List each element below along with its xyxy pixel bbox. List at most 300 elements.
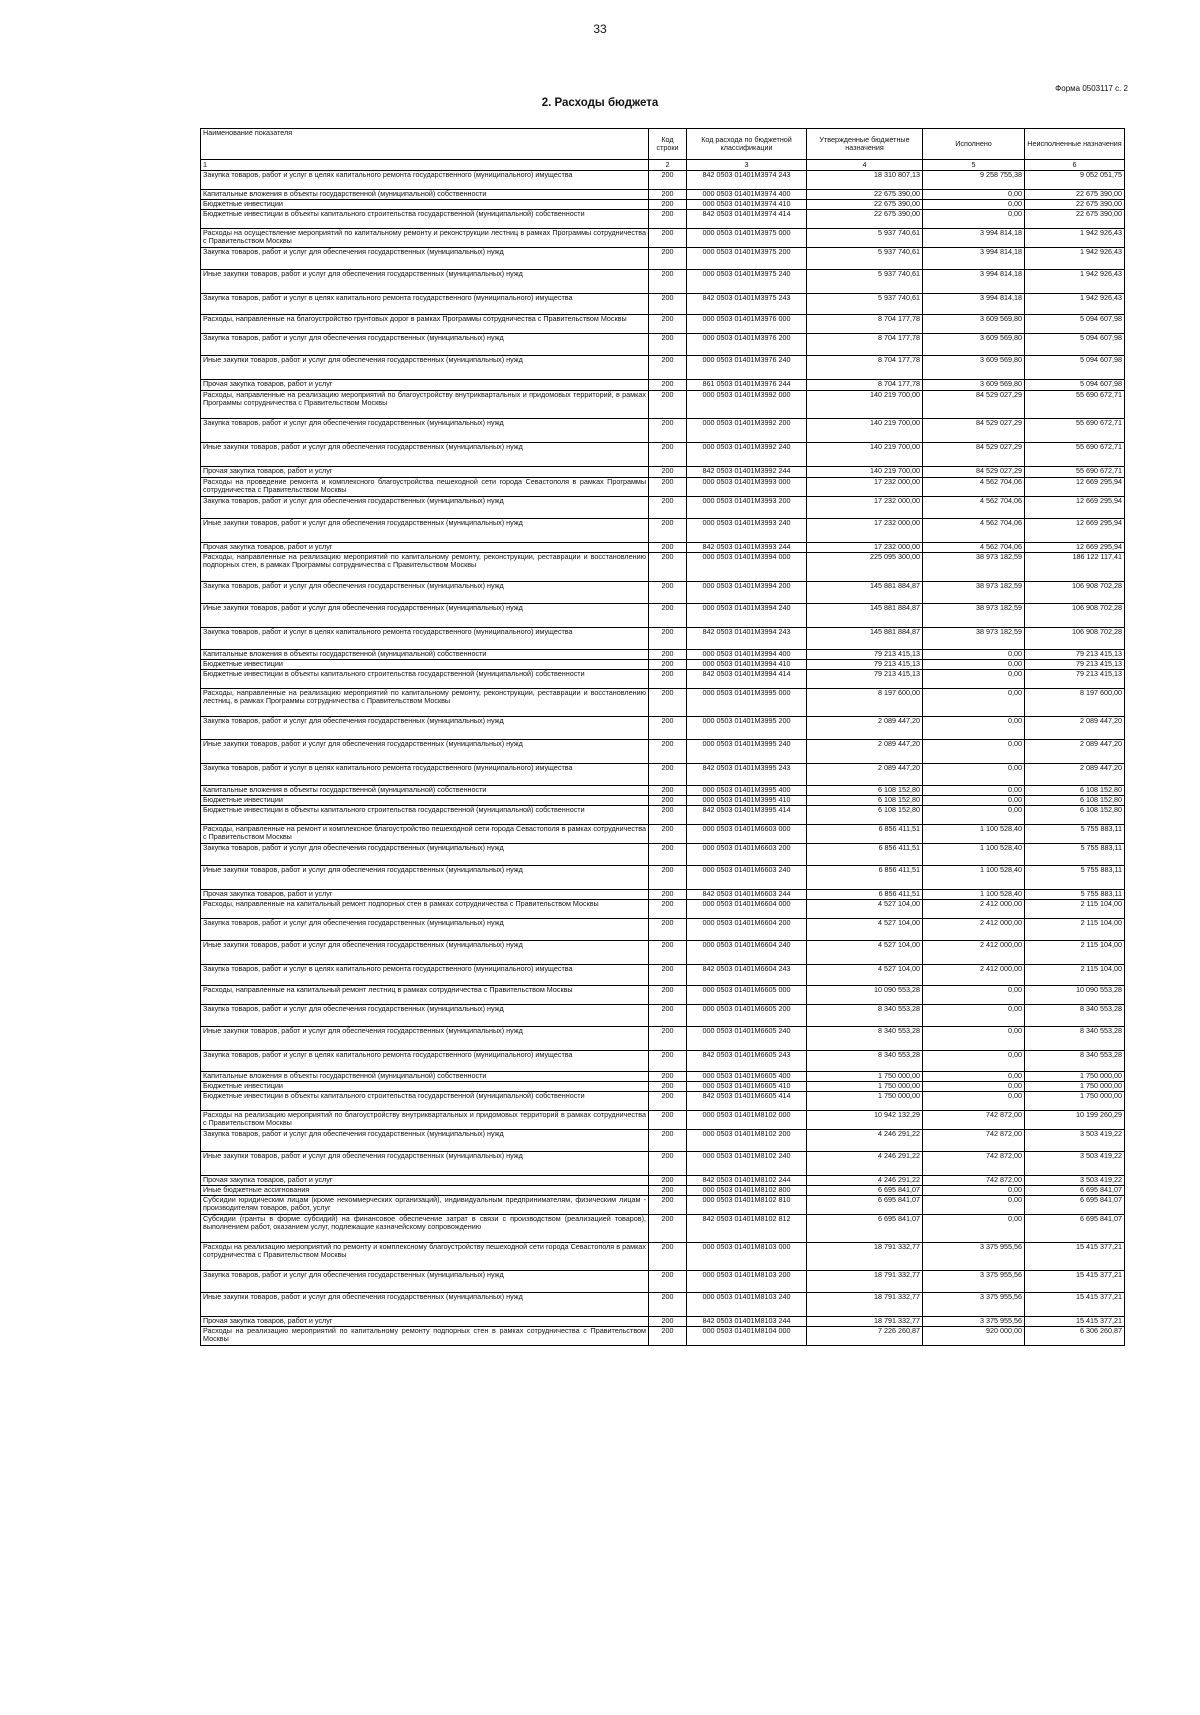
row-approved: 4 527 104,00 <box>807 900 923 919</box>
row-budget-code: 000 0503 01401M8103 000 <box>687 1243 807 1271</box>
row-name: Капитальные вложения в объекты государственной (муниципальной) собственности <box>201 190 649 200</box>
row-name: Расходы, направленные на благоустройство грунтовых дорог в рамках Программы сотрудничества с Правительством Москвы <box>201 315 649 334</box>
row-budget-code: 842 0503 01401M3994 414 <box>687 670 807 689</box>
row-budget-code: 000 0503 01401M3992 000 <box>687 391 807 419</box>
row-executed: 742 872,00 <box>923 1176 1025 1186</box>
row-approved: 8 340 553,28 <box>807 1005 923 1027</box>
row-name: Бюджетные инвестиции <box>201 200 649 210</box>
row-approved: 17 232 000,00 <box>807 519 923 543</box>
table-row <box>201 419 1125 443</box>
row-executed: 0,00 <box>923 1196 1025 1215</box>
header-executed: Исполнено <box>923 129 1025 160</box>
row-executed: 0,00 <box>923 670 1025 689</box>
row-name: Прочая закупка товаров, работ и услуг <box>201 380 649 391</box>
row-line-code: 200 <box>649 1111 687 1130</box>
row-line-code: 200 <box>649 1027 687 1051</box>
row-budget-code: 000 0503 01401M3992 240 <box>687 443 807 467</box>
row-name: Прочая закупка товаров, работ и услуг <box>201 543 649 553</box>
row-executed: 0,00 <box>923 650 1025 660</box>
row-unexecuted: 79 213 415,13 <box>1025 660 1125 670</box>
page-number: 33 <box>593 22 607 36</box>
table-row <box>201 443 1125 467</box>
row-approved: 7 226 260,87 <box>807 1327 923 1346</box>
table-row <box>201 1027 1125 1051</box>
row-line-code: 200 <box>649 900 687 919</box>
table-row <box>201 1215 1125 1243</box>
row-approved: 6 856 411,51 <box>807 825 923 844</box>
row-name: Бюджетные инвестиции <box>201 796 649 806</box>
row-executed: 1 100 528,40 <box>923 866 1025 890</box>
row-executed: 0,00 <box>923 1072 1025 1082</box>
row-name: Закупка товаров, работ и услуг для обеспечения государственных (муниципальных) нужд <box>201 919 649 941</box>
row-approved: 6 856 411,51 <box>807 844 923 866</box>
row-executed: 38 973 182,59 <box>923 553 1025 582</box>
table-row <box>201 356 1125 380</box>
table-row <box>201 1176 1125 1186</box>
row-budget-code: 000 0503 01401M3995 200 <box>687 717 807 740</box>
row-name: Закупка товаров, работ и услуг в целях капитального ремонта государственного (муниципального) имущества <box>201 965 649 986</box>
row-budget-code: 000 0503 01401M6604 000 <box>687 900 807 919</box>
row-name: Закупка товаров, работ и услуг в целях капитального ремонта государственного (муниципального) имущества <box>201 294 649 315</box>
row-executed: 0,00 <box>923 1092 1025 1111</box>
row-executed: 0,00 <box>923 689 1025 717</box>
row-budget-code: 000 0503 01401M3975 200 <box>687 248 807 270</box>
row-line-code: 200 <box>649 628 687 650</box>
row-name: Иные закупки товаров, работ и услуг для обеспечения государственных (муниципальных) нужд <box>201 270 649 294</box>
row-approved: 22 675 390,00 <box>807 190 923 200</box>
row-approved: 79 213 415,13 <box>807 660 923 670</box>
row-executed: 2 412 000,00 <box>923 900 1025 919</box>
row-name: Капитальные вложения в объекты государственной (муниципальной) собственности <box>201 786 649 796</box>
row-unexecuted: 79 213 415,13 <box>1025 650 1125 660</box>
row-executed: 4 562 704,06 <box>923 543 1025 553</box>
row-approved: 18 791 332,77 <box>807 1293 923 1317</box>
row-line-code: 200 <box>649 941 687 965</box>
row-budget-code: 842 0503 01401M6604 243 <box>687 965 807 986</box>
row-line-code: 200 <box>649 1293 687 1317</box>
row-budget-code: 000 0503 01401M3993 200 <box>687 497 807 519</box>
row-executed: 0,00 <box>923 190 1025 200</box>
table-row <box>201 844 1125 866</box>
row-approved: 4 527 104,00 <box>807 941 923 965</box>
row-name: Бюджетные инвестиции в объекты капитального строительства государственной (муниципальной) собственности <box>201 806 649 825</box>
row-approved: 22 675 390,00 <box>807 210 923 229</box>
row-name: Закупка товаров, работ и услуг для обеспечения государственных (муниципальных) нужд <box>201 1005 649 1027</box>
row-approved: 145 881 884,87 <box>807 582 923 604</box>
row-budget-code: 000 0503 01401M3993 240 <box>687 519 807 543</box>
row-executed: 742 872,00 <box>923 1152 1025 1176</box>
row-unexecuted: 5 755 883,11 <box>1025 844 1125 866</box>
row-executed: 4 562 704,06 <box>923 478 1025 497</box>
row-approved: 10 090 553,28 <box>807 986 923 1005</box>
row-approved: 145 881 884,87 <box>807 604 923 628</box>
row-approved: 4 246 291,22 <box>807 1176 923 1186</box>
table-row <box>201 294 1125 315</box>
table-row <box>201 334 1125 356</box>
row-approved: 4 246 291,22 <box>807 1152 923 1176</box>
row-name: Бюджетные инвестиции <box>201 660 649 670</box>
row-executed: 9 258 755,38 <box>923 171 1025 190</box>
row-executed: 3 375 955,56 <box>923 1271 1025 1293</box>
table-row <box>201 582 1125 604</box>
row-unexecuted: 55 690 672,71 <box>1025 443 1125 467</box>
row-unexecuted: 2 089 447,20 <box>1025 764 1125 786</box>
row-budget-code: 000 0503 01401M8102 200 <box>687 1130 807 1152</box>
row-budget-code: 000 0503 01401M6603 200 <box>687 844 807 866</box>
row-budget-code: 000 0503 01401M3993 000 <box>687 478 807 497</box>
row-line-code: 200 <box>649 270 687 294</box>
row-line-code: 200 <box>649 380 687 391</box>
row-approved: 6 108 152,80 <box>807 786 923 796</box>
table-row <box>201 941 1125 965</box>
row-line-code: 200 <box>649 866 687 890</box>
row-approved: 18 310 807,13 <box>807 171 923 190</box>
row-approved: 4 527 104,00 <box>807 965 923 986</box>
row-unexecuted: 1 942 926,43 <box>1025 294 1125 315</box>
table-row <box>201 900 1125 919</box>
row-budget-code: 000 0503 01401M3976 000 <box>687 315 807 334</box>
row-budget-code: 000 0503 01401M3974 400 <box>687 190 807 200</box>
row-budget-code: 000 0503 01401M6604 200 <box>687 919 807 941</box>
row-name: Капитальные вложения в объекты государственной (муниципальной) собственности <box>201 1072 649 1082</box>
row-line-code: 200 <box>649 764 687 786</box>
row-unexecuted: 2 115 104,00 <box>1025 965 1125 986</box>
row-approved: 8 704 177,78 <box>807 315 923 334</box>
row-budget-code: 000 0503 01401M3995 000 <box>687 689 807 717</box>
row-executed: 0,00 <box>923 740 1025 764</box>
row-name: Расходы, направленные на капитальный ремонт подпорных стен в рамках сотрудничества с Правительством Москвы <box>201 900 649 919</box>
row-budget-code: 000 0503 01401M3975 000 <box>687 229 807 248</box>
table-row <box>201 717 1125 740</box>
row-executed: 84 529 027,29 <box>923 467 1025 478</box>
row-approved: 6 856 411,51 <box>807 866 923 890</box>
row-unexecuted: 8 340 553,28 <box>1025 1027 1125 1051</box>
row-unexecuted: 1 942 926,43 <box>1025 270 1125 294</box>
row-unexecuted: 186 122 117,41 <box>1025 553 1125 582</box>
row-budget-code: 000 0503 01401M3995 410 <box>687 796 807 806</box>
row-approved: 1 750 000,00 <box>807 1092 923 1111</box>
table-row <box>201 248 1125 270</box>
row-executed: 3 994 814,18 <box>923 294 1025 315</box>
row-line-code: 200 <box>649 660 687 670</box>
row-unexecuted: 1 750 000,00 <box>1025 1092 1125 1111</box>
row-name: Закупка товаров, работ и услуг для обеспечения государственных (муниципальных) нужд <box>201 717 649 740</box>
row-executed: 0,00 <box>923 764 1025 786</box>
row-unexecuted: 1 942 926,43 <box>1025 229 1125 248</box>
table-row <box>201 764 1125 786</box>
row-executed: 38 973 182,59 <box>923 582 1025 604</box>
row-approved: 4 527 104,00 <box>807 919 923 941</box>
row-executed: 38 973 182,59 <box>923 604 1025 628</box>
row-name: Субсидии (гранты в форме субсидий) на финансовое обеспечение затрат в связи с производством (реализацией товаров), выполнением работ, оказанием услуг, подлежащие казначейскому сопровождению <box>201 1215 649 1243</box>
row-name: Иные закупки товаров, работ и услуг для обеспечения государственных (муниципальных) нужд <box>201 941 649 965</box>
row-executed: 3 609 569,80 <box>923 334 1025 356</box>
row-unexecuted: 22 675 390,00 <box>1025 200 1125 210</box>
row-approved: 2 089 447,20 <box>807 717 923 740</box>
row-name: Иные закупки товаров, работ и услуг для обеспечения государственных (муниципальных) нужд <box>201 1027 649 1051</box>
row-budget-code: 000 0503 01401M6603 240 <box>687 866 807 890</box>
row-name: Иные закупки товаров, работ и услуг для обеспечения государственных (муниципальных) нужд <box>201 740 649 764</box>
table-row <box>201 919 1125 941</box>
row-line-code: 200 <box>649 419 687 443</box>
column-number: 4 <box>807 160 923 171</box>
row-approved: 6 695 841,07 <box>807 1196 923 1215</box>
row-approved: 79 213 415,13 <box>807 670 923 689</box>
row-executed: 0,00 <box>923 1051 1025 1072</box>
row-executed: 0,00 <box>923 1215 1025 1243</box>
row-name: Расходы на осуществление мероприятий по капитальному ремонту и реконструкции лестниц в рамках Программы сотрудничества с Правительством Москвы <box>201 229 649 248</box>
table-row <box>201 660 1125 670</box>
row-line-code: 200 <box>649 1072 687 1082</box>
row-executed: 38 973 182,59 <box>923 628 1025 650</box>
row-budget-code: 842 0503 01401M6605 243 <box>687 1051 807 1072</box>
row-line-code: 200 <box>649 229 687 248</box>
header-name: Наименование показателя <box>201 129 649 160</box>
row-approved: 6 695 841,07 <box>807 1186 923 1196</box>
row-budget-code: 000 0503 01401M6605 200 <box>687 1005 807 1027</box>
row-name: Закупка товаров, работ и услуг в целях капитального ремонта государственного (муниципального) имущества <box>201 628 649 650</box>
column-number: 3 <box>687 160 807 171</box>
row-name: Иные закупки товаров, работ и услуг для обеспечения государственных (муниципальных) нужд <box>201 1293 649 1317</box>
table-row <box>201 604 1125 628</box>
row-unexecuted: 6 695 841,07 <box>1025 1215 1125 1243</box>
row-line-code: 200 <box>649 919 687 941</box>
table-row <box>201 391 1125 419</box>
table-row <box>201 210 1125 229</box>
column-number: 5 <box>923 160 1025 171</box>
row-line-code: 200 <box>649 497 687 519</box>
row-line-code: 200 <box>649 519 687 543</box>
column-number-row <box>201 160 1125 171</box>
row-approved: 8 704 177,78 <box>807 334 923 356</box>
table-row <box>201 825 1125 844</box>
row-name: Расходы на реализацию мероприятий по благоустройству внутриквартальных и придомовых территорий в рамках сотрудничества с Правительством Москвы <box>201 1111 649 1130</box>
row-budget-code: 000 0503 01401M3994 410 <box>687 660 807 670</box>
row-unexecuted: 5 094 607,98 <box>1025 380 1125 391</box>
row-unexecuted: 15 415 377,21 <box>1025 1271 1125 1293</box>
row-line-code: 200 <box>649 806 687 825</box>
row-unexecuted: 1 750 000,00 <box>1025 1082 1125 1092</box>
row-name: Иные закупки товаров, работ и услуг для обеспечения государственных (муниципальных) нужд <box>201 443 649 467</box>
row-budget-code: 000 0503 01401M8103 200 <box>687 1271 807 1293</box>
row-unexecuted: 3 503 419,22 <box>1025 1176 1125 1186</box>
row-line-code: 200 <box>649 786 687 796</box>
row-unexecuted: 2 115 104,00 <box>1025 941 1125 965</box>
row-line-code: 200 <box>649 1130 687 1152</box>
row-unexecuted: 106 908 702,28 <box>1025 628 1125 650</box>
table-row <box>201 986 1125 1005</box>
row-approved: 17 232 000,00 <box>807 497 923 519</box>
header-unexecuted: Неисполненные назначения <box>1025 129 1125 160</box>
row-approved: 8 340 553,28 <box>807 1051 923 1072</box>
row-unexecuted: 8 340 553,28 <box>1025 1005 1125 1027</box>
row-line-code: 200 <box>649 825 687 844</box>
row-name: Прочая закупка товаров, работ и услуг <box>201 1176 649 1186</box>
table-row <box>201 628 1125 650</box>
row-executed: 742 872,00 <box>923 1130 1025 1152</box>
table-row <box>201 1317 1125 1327</box>
row-executed: 4 562 704,06 <box>923 519 1025 543</box>
row-budget-code: 842 0503 01401M6605 414 <box>687 1092 807 1111</box>
table-row <box>201 890 1125 900</box>
table-row <box>201 519 1125 543</box>
row-unexecuted: 2 089 447,20 <box>1025 717 1125 740</box>
row-line-code: 200 <box>649 210 687 229</box>
table-row <box>201 866 1125 890</box>
row-approved: 5 937 740,61 <box>807 248 923 270</box>
row-line-code: 200 <box>649 294 687 315</box>
row-executed: 3 994 814,18 <box>923 270 1025 294</box>
row-unexecuted: 6 108 152,80 <box>1025 806 1125 825</box>
row-executed: 84 529 027,29 <box>923 419 1025 443</box>
row-approved: 8 704 177,78 <box>807 356 923 380</box>
row-line-code: 200 <box>649 553 687 582</box>
row-unexecuted: 55 690 672,71 <box>1025 419 1125 443</box>
row-name: Закупка товаров, работ и услуг для обеспечения государственных (муниципальных) нужд <box>201 582 649 604</box>
row-line-code: 200 <box>649 478 687 497</box>
row-line-code: 200 <box>649 1186 687 1196</box>
row-name: Закупка товаров, работ и услуг для обеспечения государственных (муниципальных) нужд <box>201 844 649 866</box>
header-line-code: Код строки <box>649 129 687 160</box>
row-name: Капитальные вложения в объекты государственной (муниципальной) собственности <box>201 650 649 660</box>
row-line-code: 200 <box>649 844 687 866</box>
row-line-code: 200 <box>649 1215 687 1243</box>
row-budget-code: 842 0503 01401M3992 244 <box>687 467 807 478</box>
row-budget-code: 000 0503 01401M6604 240 <box>687 941 807 965</box>
row-approved: 17 232 000,00 <box>807 478 923 497</box>
row-line-code: 200 <box>649 1327 687 1346</box>
row-name: Расходы, направленные на реализацию мероприятий по капитальному ремонту, реконструкции, реставрации и восстановлению подпорных стен, в рамках Программы сотрудничества с Правительством Москвы <box>201 553 649 582</box>
row-name: Субсидии юридическим лицам (кроме некоммерческих организаций), индивидуальным предпринимателям, физическим лицам - производителям товаров, работ, услуг <box>201 1196 649 1215</box>
section-title: 2. Расходы бюджета <box>541 97 659 109</box>
table-header-row <box>201 129 1125 160</box>
row-unexecuted: 1 942 926,43 <box>1025 248 1125 270</box>
header-budget-code: Код расхода по бюджетной классификации <box>687 129 807 160</box>
table-body <box>201 171 1125 1346</box>
row-budget-code: 000 0503 01401M6605 000 <box>687 986 807 1005</box>
row-executed: 4 562 704,06 <box>923 497 1025 519</box>
row-approved: 18 791 332,77 <box>807 1243 923 1271</box>
row-budget-code: 861 0503 01401M3976 244 <box>687 380 807 391</box>
row-approved: 6 108 152,80 <box>807 806 923 825</box>
row-approved: 1 750 000,00 <box>807 1082 923 1092</box>
row-unexecuted: 55 690 672,71 <box>1025 467 1125 478</box>
row-executed: 0,00 <box>923 1186 1025 1196</box>
row-budget-code: 000 0503 01401M6605 410 <box>687 1082 807 1092</box>
row-budget-code: 842 0503 01401M3975 243 <box>687 294 807 315</box>
row-line-code: 200 <box>649 796 687 806</box>
row-executed: 0,00 <box>923 796 1025 806</box>
row-unexecuted: 5 094 607,98 <box>1025 315 1125 334</box>
row-approved: 8 197 600,00 <box>807 689 923 717</box>
row-line-code: 200 <box>649 717 687 740</box>
row-line-code: 200 <box>649 1082 687 1092</box>
row-unexecuted: 12 669 295,94 <box>1025 497 1125 519</box>
row-executed: 2 412 000,00 <box>923 965 1025 986</box>
row-executed: 0,00 <box>923 1082 1025 1092</box>
row-unexecuted: 12 669 295,94 <box>1025 543 1125 553</box>
row-name: Расходы, направленные на реализацию мероприятий по капитальному ремонту, реконструкции, реставрации и восстановлению лестниц, в рамках Программы сотрудничества с Правительством Москвы <box>201 689 649 717</box>
row-approved: 225 095 300,00 <box>807 553 923 582</box>
row-name: Бюджетные инвестиции в объекты капитального строительства государственной (муниципальной) собственности <box>201 210 649 229</box>
row-line-code: 200 <box>649 890 687 900</box>
row-budget-code: 000 0503 01401M6605 400 <box>687 1072 807 1082</box>
row-executed: 3 994 814,18 <box>923 229 1025 248</box>
table-row <box>201 740 1125 764</box>
table-row <box>201 786 1125 796</box>
row-unexecuted: 6 108 152,80 <box>1025 786 1125 796</box>
table-row <box>201 1152 1125 1176</box>
row-unexecuted: 5 755 883,11 <box>1025 890 1125 900</box>
row-executed: 3 609 569,80 <box>923 315 1025 334</box>
row-name: Закупка товаров, работ и услуг для обеспечения государственных (муниципальных) нужд <box>201 334 649 356</box>
row-line-code: 200 <box>649 1051 687 1072</box>
row-approved: 8 704 177,78 <box>807 380 923 391</box>
row-budget-code: 842 0503 01401M3974 243 <box>687 171 807 190</box>
row-name: Прочая закупка товаров, работ и услуг <box>201 890 649 900</box>
row-unexecuted: 15 415 377,21 <box>1025 1293 1125 1317</box>
row-budget-code: 000 0503 01401M8102 800 <box>687 1186 807 1196</box>
row-executed: 742 872,00 <box>923 1111 1025 1130</box>
row-approved: 5 937 740,61 <box>807 229 923 248</box>
row-budget-code: 000 0503 01401M6605 240 <box>687 1027 807 1051</box>
row-unexecuted: 8 340 553,28 <box>1025 1051 1125 1072</box>
row-executed: 0,00 <box>923 1005 1025 1027</box>
row-line-code: 200 <box>649 986 687 1005</box>
row-approved: 5 937 740,61 <box>807 270 923 294</box>
row-unexecuted: 15 415 377,21 <box>1025 1243 1125 1271</box>
row-executed: 0,00 <box>923 986 1025 1005</box>
row-unexecuted: 1 750 000,00 <box>1025 1072 1125 1082</box>
row-name: Закупка товаров, работ и услуг в целях капитального ремонта государственного (муниципального) имущества <box>201 171 649 190</box>
row-name: Бюджетные инвестиции <box>201 1082 649 1092</box>
row-name: Иные закупки товаров, работ и услуг для обеспечения государственных (муниципальных) нужд <box>201 356 649 380</box>
row-budget-code: 000 0503 01401M3994 240 <box>687 604 807 628</box>
row-budget-code: 000 0503 01401M3994 400 <box>687 650 807 660</box>
row-unexecuted: 3 503 419,22 <box>1025 1152 1125 1176</box>
row-name: Расходы, направленные на капитальный ремонт лестниц в рамках сотрудничества с Правительством Москвы <box>201 986 649 1005</box>
row-executed: 1 100 528,40 <box>923 825 1025 844</box>
row-approved: 17 232 000,00 <box>807 543 923 553</box>
row-approved: 140 219 700,00 <box>807 443 923 467</box>
table-row <box>201 229 1125 248</box>
row-budget-code: 000 0503 01401M3994 000 <box>687 553 807 582</box>
table-row <box>201 190 1125 200</box>
column-number: 6 <box>1025 160 1125 171</box>
table-row <box>201 478 1125 497</box>
table-row <box>201 1051 1125 1072</box>
row-unexecuted: 15 415 377,21 <box>1025 1317 1125 1327</box>
row-name: Закупка товаров, работ и услуг в целях капитального ремонта государственного (муниципального) имущества <box>201 1051 649 1072</box>
row-line-code: 200 <box>649 650 687 660</box>
table-row <box>201 806 1125 825</box>
row-unexecuted: 5 755 883,11 <box>1025 866 1125 890</box>
row-unexecuted: 5 755 883,11 <box>1025 825 1125 844</box>
row-budget-code: 842 0503 01401M8103 244 <box>687 1317 807 1327</box>
row-line-code: 200 <box>649 443 687 467</box>
row-budget-code: 000 0503 01401M6603 000 <box>687 825 807 844</box>
row-budget-code: 000 0503 01401M3995 240 <box>687 740 807 764</box>
row-line-code: 200 <box>649 670 687 689</box>
row-line-code: 200 <box>649 1005 687 1027</box>
table-row <box>201 1082 1125 1092</box>
row-executed: 3 375 955,56 <box>923 1243 1025 1271</box>
row-name: Иные закупки товаров, работ и услуг для обеспечения государственных (муниципальных) нужд <box>201 604 649 628</box>
row-unexecuted: 2 115 104,00 <box>1025 919 1125 941</box>
row-unexecuted: 9 052 051,75 <box>1025 171 1125 190</box>
row-name: Иные закупки товаров, работ и услуг для обеспечения государственных (муниципальных) нужд <box>201 1152 649 1176</box>
row-name: Закупка товаров, работ и услуг в целях капитального ремонта государственного (муниципального) имущества <box>201 764 649 786</box>
